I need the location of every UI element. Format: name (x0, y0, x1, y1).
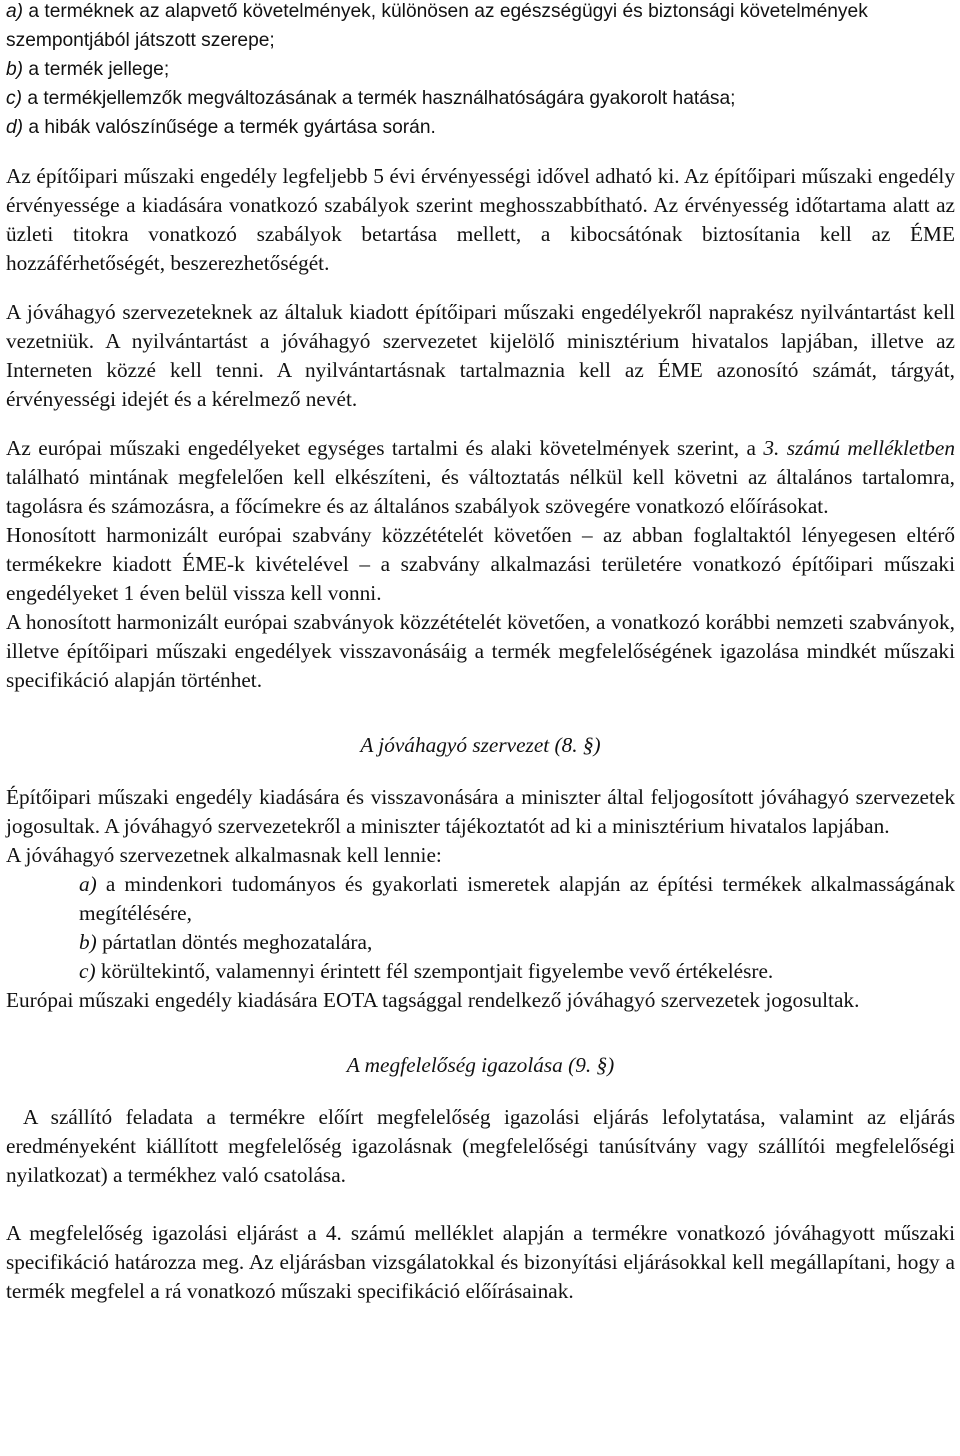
paragraph-validity: Az építőipari műszaki engedély legfeljebb 5 évi érvényességi idővel adható ki. Az építőipari műszaki engedély érvényessége a kiadására vonatkozó szabályok szerint meghosszabbítható. Az érvényesség időtartama alatt az üzleti titokra vonatkozó szabályok betartása mellett, a kibocsátónak biztosítania kell az ÉME hozzáférhetőségét, beszerezhetőségét. (6, 164, 955, 275)
annex-reference: 3. számú mellékletben (763, 436, 956, 460)
paragraph-suitable-intro: A jóváhagyó szervezetnek alkalmasnak kell lennie: (6, 843, 442, 867)
list-letter: d) (6, 117, 24, 138)
list-item-b (6, 55, 955, 84)
list-item-c (6, 957, 955, 986)
section-heading-9: A megfelelőség igazolása (9. §) (346, 1053, 615, 1077)
paragraph-eota: Európai műszaki engedély kiadására EOTA tagsággal rendelkező jóváhagyó szervezetek jogosultak. (6, 988, 860, 1012)
list-item-d (6, 113, 955, 142)
paragraph-european-approval (6, 434, 955, 521)
paragraph-text: található mintának megfelelően kell elkészíteni, és változtatás nélkül kell követni az általános tartalomra, tagolásra és számozásra, a főcímekre és az általános szabályok szövegére vonatkozó előírásokat. (6, 465, 955, 518)
paragraph-harmonized-standard: Honosított harmonizált európai szabvány közzétételét követően – az abban foglaltaktól lényegesen eltérő termékekre kiadott ÉME-k kivételével – a szabvány alkalmazási területére vonatkozó építőipari műszaki engedélyeket 1 éven belül vissza kell vonni. (6, 523, 955, 605)
paragraph-harmonized-standards: A honosított harmonizált európai szabványok közzétételét követően, a vonatkozó korábbi nemzeti szabványok, illetve építőipari műszaki engedélyek visszavonásáig a termék megfelelőségének igazolása mindkét műszaki specifikáció alapján történhet. (6, 610, 955, 692)
list-item-a (6, 870, 955, 928)
list-text: a hibák valószínűsége a termék gyártása során. (23, 117, 436, 138)
list-text: körültekintő, valamennyi érintett fél szempontjait figyelembe vevő értékelésre. (95, 959, 774, 983)
paragraph-procedure: A megfelelőség igazolási eljárást a 4. számú melléklet alapján a termékre vonatkozó jóváhagyott műszaki specifikáció határozza meg. Az eljárásban vizsgálatokkal és bizonyítási eljárásokkal kell megállapítani, hogy a termék megfelel a rá vonatkozó műszaki specifikáció előírásainak. (6, 1221, 955, 1303)
list-letter: a) (79, 872, 97, 896)
suitability-list (6, 870, 955, 986)
list-text: a termékjellemzők megváltozásának a termék használhatóságára gyakorolt hatása; (21, 88, 736, 109)
criteria-list (6, 0, 955, 142)
list-text: a mindenkori tudományos és gyakorlati ismeretek alapján az építési termékek alkalmasságának megítélésére, (79, 872, 955, 925)
paragraph-registry: A jóváhagyó szervezeteknek az általuk kiadott építőipari műszaki engedélyekről naprakész nyilvántartást kell vezetniük. A nyilvántartást a jóváhagyó szervezetet kijelölő minisztérium hivatalos lapjában, illetve az Interneten közzé kell tenni. A nyilvántartásnak tartalmaznia kell az ÉME azonosító számát, tárgyát, érvényességi idejét és a kérelmező nevét. (6, 300, 955, 411)
list-item-b (6, 928, 955, 957)
paragraph-authorized: Építőipari műszaki engedély kiadására és visszavonására a miniszter által feljogosított jóváhagyó szervezetek jogosultak. A jóváhagyó szervezetekről a miniszter tájékoztatót ad ki a minisztérium hivatalos lapjában. (6, 785, 955, 838)
section-heading-8: A jóváhagyó szervezet (8. §) (360, 733, 601, 757)
list-item-c (6, 84, 955, 113)
list-text: pártatlan döntés meghozatalára, (96, 930, 373, 954)
list-letter: b) (6, 59, 24, 80)
list-text: a terméknek az alapvető követelmények, különösen az egészségügyi és biztonsági követelmények szempontjából játszott szerepe; (6, 1, 868, 51)
list-text: a termék jellege; (23, 59, 170, 80)
paragraph-text: Az európai műszaki engedélyeket egységes tartalmi és alaki követelmények szerint, a (6, 436, 764, 460)
document-page (6, 0, 955, 1306)
list-letter: b) (79, 930, 97, 954)
list-letter: c) (79, 959, 96, 983)
list-item-a (6, 0, 955, 55)
list-letter: c) (6, 88, 22, 109)
paragraph-supplier: A szállító feladata a termékre előírt megfelelőség igazolási eljárás lefolytatása, valamint az eljárás eredményeként kiállított megfelelőség igazolásnak (megfelelőségi tanúsítvány vagy szállítói megfelelőségi nyilatkozat) a termékhez való csatolása. (6, 1105, 955, 1187)
list-letter: a) (6, 1, 24, 22)
